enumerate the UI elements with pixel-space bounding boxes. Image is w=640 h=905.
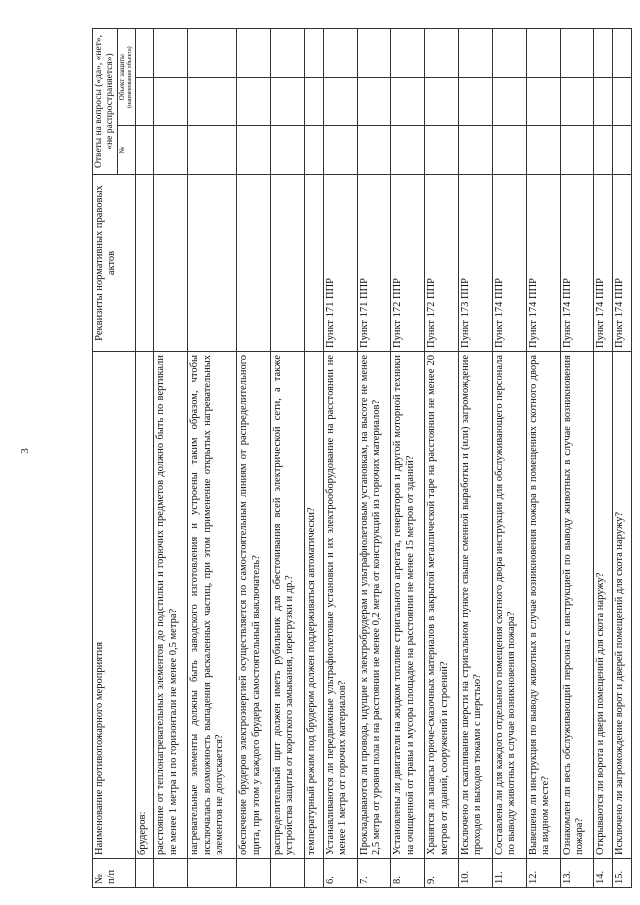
row-answer-cell	[188, 77, 237, 126]
row-measure-text: Прокладываются ли провода, идущие к электробрудерам и ультрафиолетовым установкам, на высоте не менее 2,5 метра от уровня пола и на расстоянии не менее 0,2 метра от конструкций из горючих материалов?	[357, 352, 391, 859]
row-measure-text: Открываются ли ворота и двери помещений для скота наружу?	[594, 352, 613, 859]
row-number: 13.	[560, 859, 594, 888]
table-row	[188, 29, 237, 888]
row-measure-text: расстояние от теплонагревательных элементов до подстилки и горючих предметов должно быть по вертикали не менее 1 метра и по горизонтали не менее 0,5 метра?	[154, 352, 188, 859]
row-answer-cell	[304, 77, 323, 126]
row-number: 15.	[613, 859, 632, 888]
table-row	[594, 29, 613, 888]
row-answer-cell	[492, 29, 526, 78]
row-measure-text: нагревательные элементы должны быть заводского изготовления и устроены таким образом, чтобы исключалась возможность выпадения раскаленных частиц, при этом применение открытых нагревательных элементов не допускается?	[188, 352, 237, 859]
table-row	[154, 29, 188, 888]
row-answer-cell	[237, 29, 271, 78]
row-answer-cell	[323, 126, 357, 175]
row-number	[135, 859, 154, 888]
row-number: 14.	[594, 859, 613, 888]
row-measure-text: распределительный щит должен иметь рубильник для обесточивания всей электрической сети, а также устройства защиты от короткого замыкания, перегрузки и др.?	[271, 352, 305, 859]
row-answer-cell	[154, 126, 188, 175]
row-answer-cell	[560, 29, 594, 78]
row-number: 10.	[459, 859, 493, 888]
checklist-table	[92, 28, 632, 888]
row-reference	[154, 175, 188, 352]
row-measure-text: Составлена ли для каждого отдельного помещения скотного двора инструкция для обслуживающего персонала по выводу животных в случае возникновения пожара?	[492, 352, 526, 859]
row-reference: Пункт 171 ППР	[357, 175, 391, 352]
row-answer-cell	[304, 126, 323, 175]
row-answer-cell	[492, 126, 526, 175]
row-measure-text: Исключено ли загромождение ворот и дверей помещений для скота наружу?	[613, 352, 632, 859]
row-number	[271, 859, 305, 888]
row-answer-cell	[271, 77, 305, 126]
row-answer-cell	[135, 126, 154, 175]
row-number: 9.	[425, 859, 459, 888]
row-number	[154, 859, 188, 888]
header-num: № п/п	[93, 859, 136, 888]
row-reference: Пункт 173 ППР	[459, 175, 493, 352]
row-number: 11.	[492, 859, 526, 888]
table-row	[425, 29, 459, 888]
header-reqs: Реквизиты нормативных правовых актов	[93, 175, 136, 352]
row-answer-cell	[425, 29, 459, 78]
row-answer-cell	[188, 126, 237, 175]
row-reference: Пункт 174 ППР	[492, 175, 526, 352]
row-answer-cell	[594, 77, 613, 126]
header-objects	[118, 29, 135, 126]
row-answer-cell	[459, 126, 493, 175]
table-row	[357, 29, 391, 888]
row-answer-cell	[391, 29, 425, 78]
row-reference	[135, 175, 154, 352]
row-measure-text: обеспечение брудеров электроэнергией осуществляется по самостоятельным линиям от распределительного щита, при этом у каждого брудера самостоятельный выключатель?	[237, 352, 271, 859]
row-reference: Пункт 174 ППР	[613, 175, 632, 352]
row-answer-cell	[492, 77, 526, 126]
row-number: 7.	[357, 859, 391, 888]
row-answer-cell	[425, 126, 459, 175]
table-row	[323, 29, 357, 888]
row-answer-cell	[271, 126, 305, 175]
row-answer-cell	[560, 77, 594, 126]
row-answer-cell	[323, 29, 357, 78]
row-number	[304, 859, 323, 888]
row-reference: Пункт 172 ППР	[425, 175, 459, 352]
page-number: 3	[18, 448, 31, 454]
table-row	[135, 29, 154, 888]
row-answer-cell	[526, 126, 560, 175]
row-answer-cell	[188, 29, 237, 78]
row-answer-cell	[613, 77, 632, 126]
row-answer-cell	[526, 29, 560, 78]
header-answers: Ответы на вопросы («да», «нет», «не распространяется»)	[93, 29, 118, 175]
row-number: 6.	[323, 859, 357, 888]
row-answer-cell	[425, 77, 459, 126]
row-answer-cell	[135, 77, 154, 126]
row-answer-cell	[357, 77, 391, 126]
row-measure-text: Вывешена ли инструкция по выводу животных в случае возникновения пожара в помещениях скотного двора на видном месте?	[526, 352, 560, 859]
row-answer-cell	[613, 126, 632, 175]
table-row	[304, 29, 323, 888]
row-reference: Пункт 171 ППР	[323, 175, 357, 352]
row-number	[188, 859, 237, 888]
row-answer-cell	[237, 77, 271, 126]
row-answer-cell	[613, 29, 632, 78]
row-measure-text: Ознакомлен ли весь обслуживающий персонал с инструкцией по выводу животных в случае возникновения пожара?	[560, 352, 594, 859]
header-objects-sub: (наименование объекта)	[127, 46, 134, 108]
row-reference	[237, 175, 271, 352]
row-reference	[304, 175, 323, 352]
table-row	[526, 29, 560, 888]
row-answer-cell	[271, 29, 305, 78]
row-measure-text: Исключено ли скапливание шерсти на стригальном пункте свыше сменной выработки и (или) загромождение проходов и выходов тюками с шерстью?	[459, 352, 493, 859]
row-reference: Пункт 174 ППР	[526, 175, 560, 352]
row-answer-cell	[304, 29, 323, 78]
table-header-row	[93, 29, 118, 888]
row-answer-cell	[154, 77, 188, 126]
row-number	[237, 859, 271, 888]
table-row	[613, 29, 632, 888]
row-answer-cell	[391, 126, 425, 175]
checklist-table-container	[92, 28, 632, 888]
row-measure-text: температурный режим под брудером должен поддерживаться автоматически?	[304, 352, 323, 859]
row-measure-text: брудеров:	[135, 352, 154, 859]
table-row	[271, 29, 305, 888]
row-reference: Пункт 174 ППР	[594, 175, 613, 352]
row-reference	[188, 175, 237, 352]
header-objects-label: Объект защиты	[118, 54, 127, 101]
row-number: 12.	[526, 859, 560, 888]
row-answer-cell	[237, 126, 271, 175]
table-row	[391, 29, 425, 888]
table-row	[459, 29, 493, 888]
row-answer-cell	[459, 77, 493, 126]
row-reference	[271, 175, 305, 352]
row-number: 8.	[391, 859, 425, 888]
row-answer-cell	[323, 77, 357, 126]
row-answer-cell	[135, 29, 154, 78]
row-answer-cell	[391, 77, 425, 126]
header-objects-no: №	[118, 126, 135, 175]
row-answer-cell	[154, 29, 188, 78]
header-name: Наименование противопожарного мероприятия	[93, 352, 136, 859]
table-row	[560, 29, 594, 888]
row-measure-text: Хранятся ли запасы горюче-смазочных материалов в закрытой металлической таре на расстоянии не менее 20 метров от зданий, сооружений и строений?	[425, 352, 459, 859]
row-reference: Пункт 172 ППР	[391, 175, 425, 352]
row-measure-text: Устанавливаются ли передвижные ультрафиолетовые установки и их электрооборудование на расстоянии не менее 1 метра от горючих материалов?	[323, 352, 357, 859]
table-row	[237, 29, 271, 888]
table-row	[492, 29, 526, 888]
row-answer-cell	[526, 77, 560, 126]
row-answer-cell	[357, 29, 391, 78]
row-answer-cell	[459, 29, 493, 78]
row-reference: Пункт 174 ППР	[560, 175, 594, 352]
row-answer-cell	[594, 29, 613, 78]
row-answer-cell	[594, 126, 613, 175]
row-measure-text: Установлены ли двигатели на жидком топливе стригального агрегата, генераторов и другой моторной техники на очищенной от травы и мусора площадке на расстоянии не менее 15 метров от зданий?	[391, 352, 425, 859]
row-answer-cell	[357, 126, 391, 175]
row-answer-cell	[560, 126, 594, 175]
